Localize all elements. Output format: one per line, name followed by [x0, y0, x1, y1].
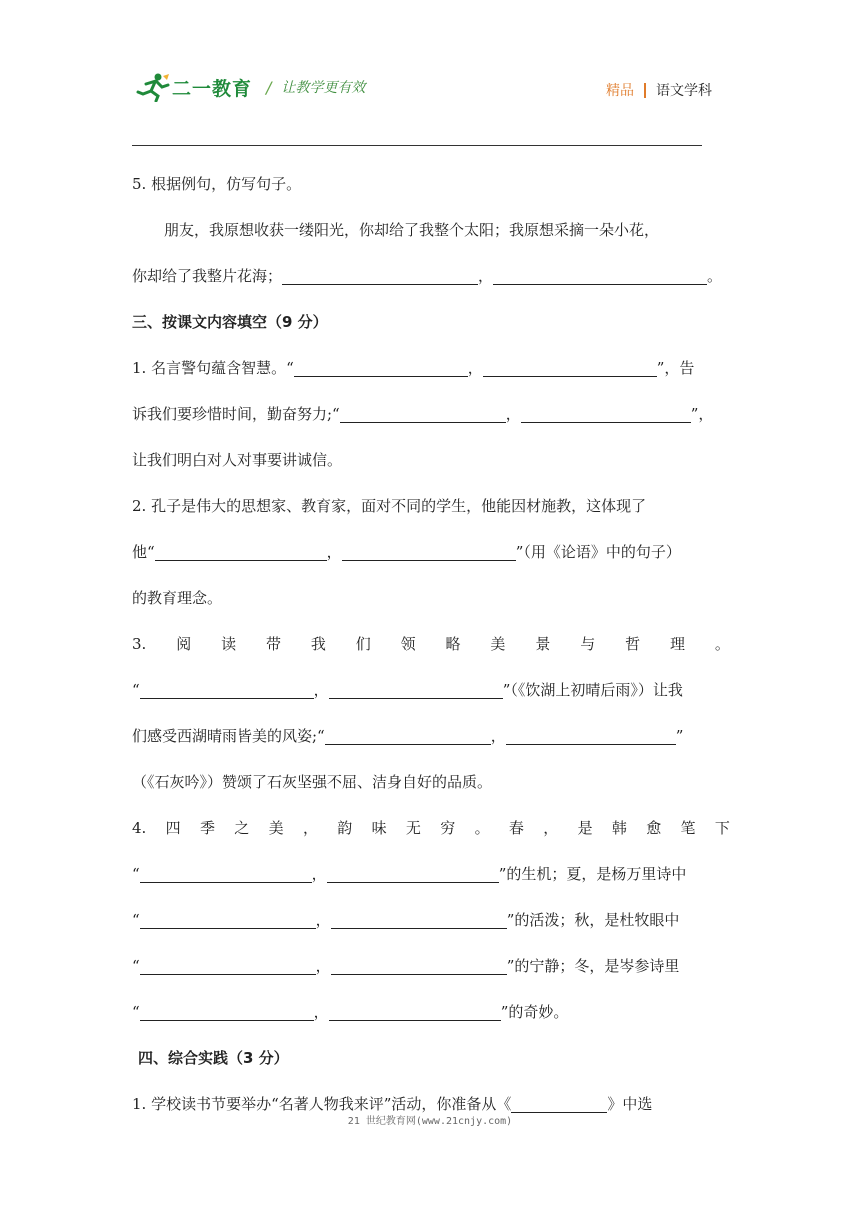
q4-char: ， — [543, 819, 559, 837]
s3-q4-blank-7[interactable] — [140, 1002, 314, 1021]
s3-q1-text-b: ”，告 — [656, 359, 695, 377]
tag-divider — [644, 83, 646, 98]
q5-blank-1[interactable] — [282, 266, 478, 285]
q4-char: 之 — [234, 819, 250, 837]
s3-q4-open-4: “ — [132, 1003, 140, 1021]
s3-q4-text-1: ”的生机；夏，是杨万里诗中 — [498, 865, 687, 883]
s3-q2-text-b: 他“ — [132, 543, 155, 561]
q3-char: 略 — [445, 635, 461, 653]
s3-q4-text-4: ”的奇妙。 — [500, 1003, 569, 1021]
q4-char: 味 — [371, 819, 387, 837]
s3-q3-blank-1[interactable] — [140, 680, 314, 699]
s3-q1-line-3: 让我们明白对人对事要讲诚信。 — [132, 451, 343, 469]
s3-q1-text-c: 诉我们要珍惜时间，勤奋努力;“ — [132, 405, 340, 423]
q4-char: 季 — [199, 819, 215, 837]
s3-q4-open-3: “ — [132, 957, 140, 975]
q4-char: 4. — [132, 819, 147, 837]
s3-q3-text-b: 们感受西湖晴雨皆美的风姿;“ — [132, 727, 325, 745]
s3-q1-blank-2[interactable] — [483, 358, 657, 377]
s3-q1-line-2 — [132, 398, 730, 444]
q4-char: 穷 — [440, 819, 456, 837]
q4-char: 美 — [268, 819, 284, 837]
q4-char: 韵 — [337, 819, 353, 837]
s3-q4-blank-6[interactable] — [331, 956, 507, 975]
s3-q2-line-1: 2. 孔子是伟大的思想家、教育家，面对不同的学生，他能因材施教，这体现了 — [132, 497, 647, 515]
q5-stem: 5. 根据例句，仿写句子。 — [132, 175, 302, 193]
q4-char: 笔 — [680, 819, 696, 837]
s3-q1-blank-1[interactable] — [294, 358, 468, 377]
q3-char: 理 — [669, 635, 685, 653]
s4-q1-blank-book[interactable] — [511, 1094, 607, 1113]
s3-q1-blank-4[interactable] — [521, 404, 691, 423]
q4-char: 愈 — [646, 819, 662, 837]
s3-q4-line-4 — [132, 950, 730, 996]
s3-q4-open-2: “ — [132, 911, 140, 929]
s3-q3-open: “ — [132, 681, 140, 699]
worksheet-body — [132, 168, 730, 1134]
q3-char: 读 — [221, 635, 237, 653]
s3-q4-sep-2: ， — [315, 911, 331, 929]
q4-char: ， — [302, 819, 318, 837]
s3-q3-blank-2[interactable] — [329, 680, 503, 699]
brand-logo — [136, 72, 365, 102]
q5-period: 。 — [707, 267, 723, 285]
q3-char: 哲 — [625, 635, 641, 653]
s3-q2-text-c: ”（用《论语》中的句子） — [515, 543, 681, 561]
s3-q4-blank-5[interactable] — [140, 956, 316, 975]
section-3-title: 三、按课文内容填空（9 分） — [132, 313, 328, 331]
s4-q1-text-b: 》中选 — [607, 1095, 653, 1113]
s3-q4-sep-1: ， — [311, 865, 327, 883]
s3-q1-text-a: 1. 名言警句蕴含智慧。“ — [132, 359, 294, 377]
s3-q4-sep-4: ， — [313, 1003, 329, 1021]
q3-char: 们 — [355, 635, 371, 653]
logo-slogan: 让教学更有效 — [281, 80, 366, 96]
s3-q4-blank-8[interactable] — [329, 1002, 501, 1021]
s4-q1-line-1 — [132, 1088, 730, 1134]
s3-q2-line-3: 的教育理念。 — [132, 589, 223, 607]
page-footer: 21 世纪教育网(www.21cnjy.com) — [347, 1116, 513, 1127]
s3-q2-line-2 — [132, 536, 730, 582]
logo-name: 二一教育 — [172, 77, 253, 100]
s3-q4-text-3: ”的宁静；冬，是岑参诗里 — [506, 957, 680, 975]
page-header — [0, 0, 860, 120]
q3-char: 带 — [265, 635, 281, 653]
s3-q1-line-1 — [132, 352, 730, 398]
q3-char: 美 — [490, 635, 506, 653]
s3-q3-blank-3[interactable] — [325, 726, 491, 745]
q5-blank-2[interactable] — [493, 266, 707, 285]
s3-q3-text-a: ”（《饮湖上初晴后雨》）让我 — [502, 681, 683, 699]
section-4-title: 四、综合实践（3 分） — [138, 1049, 289, 1067]
s3-q3-line-3 — [132, 720, 730, 766]
s3-q1-text-d: ”， — [690, 405, 714, 423]
q3-char: 3. — [132, 635, 147, 653]
s3-q3-blank-4[interactable] — [506, 726, 676, 745]
s3-q4-blank-4[interactable] — [331, 910, 507, 929]
q3-char: 景 — [535, 635, 551, 653]
tag-subject: 语文学科 — [656, 83, 712, 99]
answer-line-rule — [132, 145, 702, 146]
s3-q3-line-4: （《石灰吟》）赞颂了石灰坚强不屈、洁身自好的品质。 — [132, 773, 493, 791]
s3-q4-blank-1[interactable] — [140, 864, 312, 883]
s4-q1-text-a: 1. 学校读书节要举办“名著人物我来评”活动，你准备从《 — [132, 1095, 512, 1113]
q4-char: 是 — [577, 819, 593, 837]
s3-q4-line-3 — [132, 904, 730, 950]
s3-q4-sep-3: ， — [315, 957, 331, 975]
q5-example: 朋友，我原想收获一缕阳光，你却给了我整个太阳；我原想采摘一朵小花， — [164, 221, 660, 239]
s3-q4-text-2: ”的活泼；秋，是杜牧眼中 — [506, 911, 680, 929]
s3-q1-sep-1: ， — [467, 359, 483, 377]
q5-answer-line — [132, 260, 730, 306]
q4-char: 四 — [165, 819, 181, 837]
s3-q2-sep: ， — [326, 543, 342, 561]
q5-comma: ， — [478, 267, 494, 285]
s3-q4-blank-2[interactable] — [327, 864, 499, 883]
s3-q4-line-1 — [132, 812, 730, 858]
s3-q3-sep-1: ， — [313, 681, 329, 699]
logo-separator: / — [266, 77, 272, 97]
s3-q3-sep-2: ， — [490, 727, 506, 745]
q3-char: 阅 — [176, 635, 192, 653]
s3-q4-line-2 — [132, 858, 730, 904]
s3-q4-blank-3[interactable] — [140, 910, 316, 929]
tag-quality: 精品 — [606, 83, 634, 99]
s3-q3-line-2 — [132, 674, 730, 720]
s3-q1-sep-2: ， — [505, 405, 521, 423]
q5-example-end: 你却给了我整片花海； — [132, 267, 283, 285]
q4-char: 韩 — [611, 819, 627, 837]
s3-q3-line-1 — [132, 628, 730, 674]
q4-char: 无 — [405, 819, 421, 837]
q4-char: 下 — [714, 819, 730, 837]
s3-q1-blank-3[interactable] — [340, 404, 506, 423]
s3-q2-blank-2[interactable] — [342, 542, 516, 561]
q4-char: 。 — [474, 819, 490, 837]
subject-tag — [606, 80, 712, 100]
s3-q4-line-5 — [132, 996, 730, 1042]
s3-q2-blank-1[interactable] — [155, 542, 327, 561]
q4-char: 春 — [508, 819, 524, 837]
runner-logo-icon — [136, 72, 170, 102]
q3-char: 我 — [310, 635, 326, 653]
q3-char: 。 — [714, 635, 730, 653]
q3-char: 领 — [400, 635, 416, 653]
s3-q3-text-c: ” — [675, 727, 684, 745]
s3-q4-open-1: “ — [132, 865, 140, 883]
q3-char: 与 — [580, 635, 596, 653]
